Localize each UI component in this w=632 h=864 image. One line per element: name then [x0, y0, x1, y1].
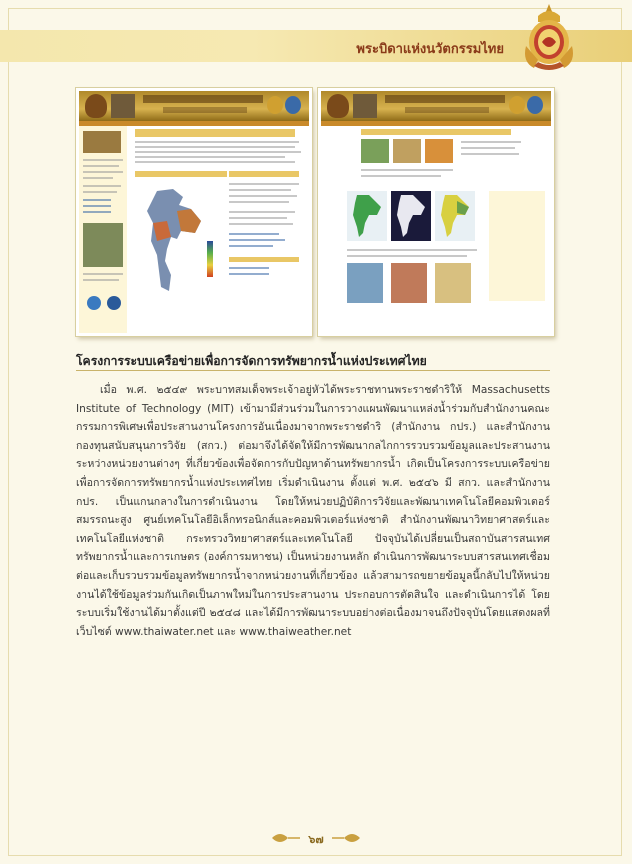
article-body [76, 381, 550, 641]
header-title: พระบิดาแห่งนวัตกรรมไทย [356, 42, 504, 57]
page-number: ๖๗ [308, 833, 324, 846]
website-screenshot-maps [318, 88, 554, 336]
website-banner [79, 91, 309, 121]
website-screenshot-rainfall [76, 88, 312, 336]
map-green-icon [349, 193, 385, 239]
website-banner [321, 91, 551, 121]
map-yellow-icon [437, 193, 473, 239]
royal-emblem-icon [520, 2, 578, 74]
article-paragraph: เมื่อ พ.ศ. ๒๕๔๙ พระบาทสมเด็จพระเจ้าอยู่หัวได้พระราชทานพระราชดำริให้ Massachusetts Institute of Technology (MIT) เข้ามามีส่วนร่วมในการวางแผนพัฒนาแหล่งน้ำร่วมกับสำนักงานคณะกรรมการพิเศษเพื่อประสานงานโครงการอันเนื่องมาจากพระราชดำริ (สำนักงาน กปร.) และสำนักงานกองทุนสนับสนุนการวิจัย (สกว.) ต่อมาจึงได้จัดให้มีการพัฒนากลไกการรวบรวมข้อมูลและประสานงานระหว่างหน่วยงานต่างๆ ที่เกี่ยวข้องเพื่อจัดการกับปัญหาด้านทรัพยากรน้ำ เกิดเป็นโครงการระบบเครือข่ายเพื่อการจัดการทรัพยากรน้ำแห่งประเทศไทย เริ่มดำเนินงาน ตั้งแต่ พ.ศ. ๒๕๔๖ มี สกว. และสำนักงาน กปร. เป็นแกนกลางในการดำเนินงาน โดยให้หน่วยปฏิบัติการวิจัยและพัฒนาเทคโนโลยีคอมพิวเตอร์สมรรถนะสูง ศูนย์เทคโนโลยีอิเล็กทรอนิกส์และคอมพิวเตอร์แห่งชาติ สำนักงานพัฒนาวิทยาศาสตร์และเทคโนโลยีแห่งชาติ กระทรวงวิทยาศาสตร์และเทคโนโลยี ปัจจุบันได้เปลี่ยนเป็นสถาบันสารสนเทศทรัพยากรน้ำและการเกษตร (องค์การมหาชน) เป็นหน่วยงานหลัก ดำเนินการพัฒนาระบบสารสนเทศเชื่อมต่อและเก็บรวบรวมข้อมูลทรัพยากรน้ำจากหน่วยงานที่เกี่ยวข้อง แล้วสามารถขยายข้อมูลนี้กลับไปให้หน่วยงานได้ใช้ข้อมูลร่วมกันเกิดเป็นภาพใหม่ในการประสานงาน ประกอบการตัดสินใจ และดำเนินการได้ โดยระบบเริ่มใช้งานได้มาตั้งแต่ปี ๒๕๔๘ และได้มีการพัฒนาระบบอย่างต่อเนื่องมาจนถึงปัจจุบันโดยแสดงผลที่เว็บไซต์ www.thaiwater.net และ www.thaiweather.net [76, 384, 550, 638]
heading-divider [76, 370, 550, 371]
article-heading: โครงการระบบเครือข่ายเพื่อการจัดการทรัพยากรน้ำแห่งประเทศไทย [76, 354, 427, 368]
map-dark-icon [393, 193, 429, 239]
thailand-rainfall-map-icon [143, 187, 207, 297]
